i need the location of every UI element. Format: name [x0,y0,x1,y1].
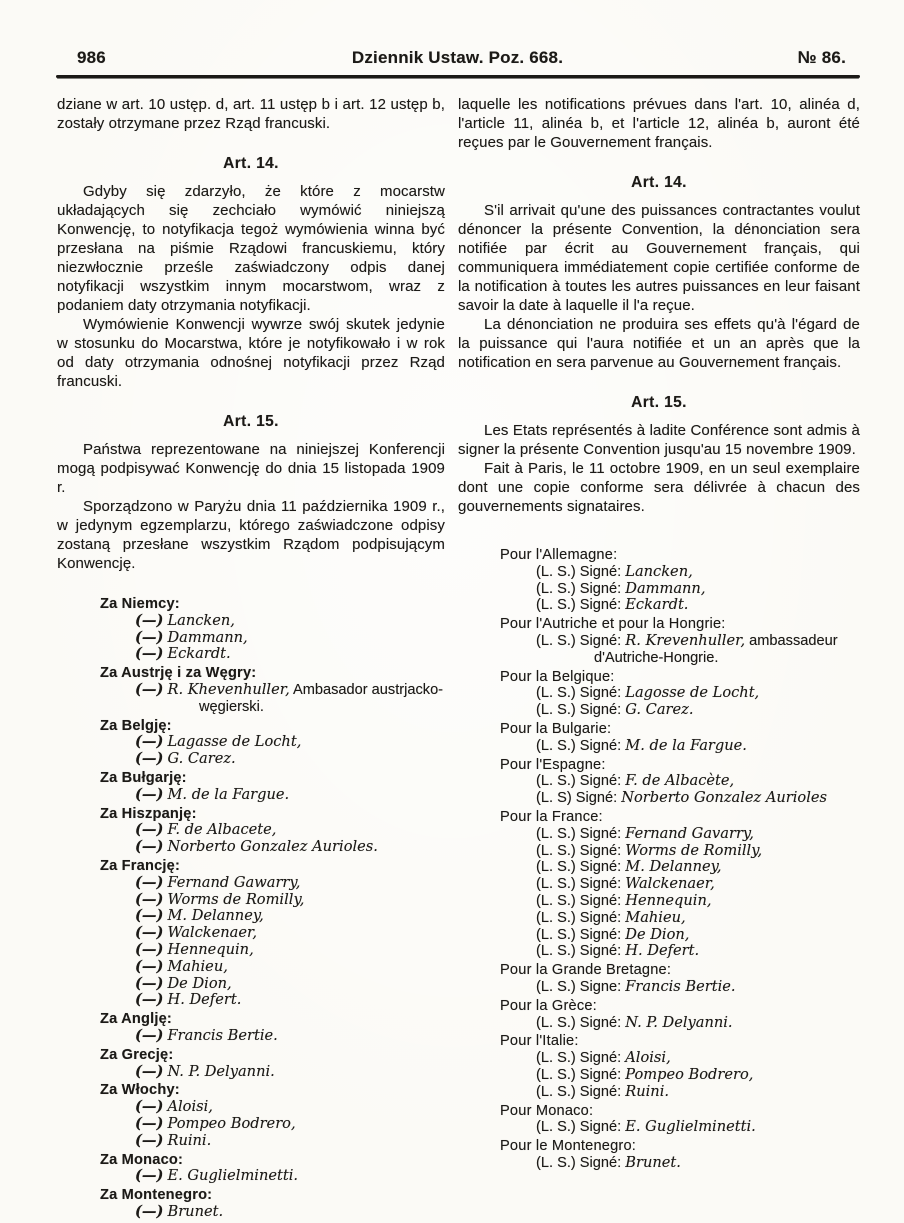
signer-name: H. Defert. [167,991,242,1009]
signature-country: Za Hiszpanję: [100,805,197,822]
signature-group [458,757,860,807]
signature-entry [57,1064,445,1081]
signature-entry [458,564,860,581]
signature-group [458,1138,860,1172]
signer-name: Francis Bertie. [625,977,736,995]
signed-label: Signe: [579,978,622,995]
signer-name: Lagasse de Locht, [167,733,302,751]
signature-dash-mark: (—) [135,785,164,803]
seal-mark: (L. S.) [536,1154,576,1171]
signed-label: Signé: [579,1154,622,1171]
article-14-paragraph-1: S'il arrivait qu'une des puissances contractantes voulut dénoncer la présente Convention, la dénonciation sera notifiée par écrit au Gouvernement français, qui communiquera immédiatement copie certifiée conforme de la notification à toutes les autres puissances en leur faisant savoir la date à laquelle il l'a reçue. [458,202,860,314]
signature-entry [57,630,445,647]
signature-dash-mark: (—) [135,1114,164,1132]
signature-entry [57,751,445,768]
signature-country: Pour la Belgique: [500,668,615,685]
seal-mark: (L. S.) [536,1050,576,1067]
signature-entry [458,685,860,702]
signer-name: Walckenaer, [167,924,257,942]
signature-dash-mark: (—) [135,890,164,908]
seal-mark: (L. S.) [536,909,576,926]
seal-mark: (L. S.) [536,859,576,876]
article-14-paragraph-2: La dénonciation ne produira ses effets qu'à l'égard de la puissance qui l'aura notifiée et un an après que la notification en sera parvenue au Gouvernement français. [458,316,860,371]
signer-name: G. Carez. [625,701,694,719]
signer-name: Eckardt. [625,596,689,614]
signature-dash-mark: (—) [135,645,164,663]
signer-name: Lancken, [625,562,693,580]
signature-dash-mark: (—) [135,821,164,839]
signer-name: De Dion, [167,974,232,992]
seal-mark: (L. S.) [536,943,576,960]
paragraph-continuation: laquelle les notifications prévues dans l'art. 10, alinéa d, l'article 11, alinéa b, et l'article 12, alinéa b, auront été reçues par le Gouvernement français. [458,96,860,151]
signature-country: Pour l'Autriche et pour la Hongrie: [500,616,726,633]
signature-entry [458,1119,860,1136]
signer-name: Dammann, [167,628,248,646]
signature-entry [458,859,860,876]
signature-entry [458,597,860,614]
signed-label: Signé: [579,1050,622,1067]
seal-mark: (L. S.) [536,632,576,649]
signature-group [458,1033,860,1100]
signature-entry [458,893,860,910]
signature-entry [57,1028,445,1045]
signature-entry [57,1099,445,1116]
signer-name: Norberto Gonzalez Aurioles. [167,838,378,856]
signature-dash-mark: (—) [135,907,164,925]
signer-name: Lancken, [167,611,235,629]
signature-entry [458,910,860,927]
signer-name: Aloisi, [167,1098,213,1116]
signer-name: Hennequin, [625,891,712,909]
seal-mark: (L. S.) [536,926,576,943]
seal-mark: (L. S.) [536,597,576,614]
signer-name: F. de Albacète, [625,772,735,790]
signer-name: M. de la Fargue. [167,785,290,803]
signer-name: E. Guglielminetti. [625,1118,756,1136]
signature-entry [458,1084,860,1101]
signer-name: M. Delanney, [167,907,264,925]
signature-entry [57,787,445,804]
article-15-paragraph-2: Fait à Paris, le 11 octobre 1909, en un seul exemplaire dont une copie conforme sera délivrée à chacun des gouvernements signataires. [458,460,860,515]
signature-country: Za Anglję: [100,1011,172,1028]
signed-label: Signé: [579,876,622,893]
paragraph-continuation: dziane w art. 10 ustęp. d, art. 11 ustęp b i art. 12 ustęp b, zostały otrzymane przez Rząd francuski. [57,96,445,132]
signature-dash-mark: (—) [135,924,164,942]
signature-group [458,547,860,614]
signed-label: Signé: [579,1119,622,1136]
seal-mark: (L. S.) [536,1083,576,1100]
signer-name: Worms de Romilly, [167,890,305,908]
article-15-paragraph-1: Les Etats représentés à ladite Conférence sont admis à signer la présente Convention jusqu'au 15 novembre 1909. [458,422,860,458]
signature-group [458,809,860,960]
french-column [458,95,860,1223]
signer-name: M. de la Fargue. [625,736,747,754]
signer-name: Worms de Romilly, [625,841,763,859]
signature-group [458,998,860,1032]
signature-entry [57,1116,445,1133]
signed-label: Signé: [579,563,622,580]
signature-entry [458,876,860,893]
signature-country: Za Włochy: [100,1082,180,1099]
signed-label: Signé: [579,859,622,876]
signature-dash-mark: (—) [135,957,164,975]
article-15-paragraph-1: Państwa reprezentowane na niniejszej Konferencji mogą podpisywać Konwencję do dnia 15 listopada 1909 r. [57,441,445,496]
seal-mark: (L. S.) [536,1119,576,1136]
page-header [0,48,904,68]
signature-dash-mark: (—) [135,733,164,751]
article-14-heading: Art. 14. [223,155,279,172]
signed-label: Signé: [579,773,622,790]
signature-entry [57,1204,445,1221]
signature-entry [458,633,860,667]
signature-country: Za Bułgarję: [100,769,187,786]
signature-entry [57,875,445,892]
seal-mark: (L. S.) [536,1066,576,1083]
signed-label: Signé: [579,1083,622,1100]
signature-dash-mark: (—) [135,680,164,698]
signed-label: Signé: [579,943,622,960]
signature-entry [458,738,860,755]
signature-dash-mark: (—) [135,1131,164,1149]
signature-group [458,1103,860,1137]
signature-country: Pour Monaco: [500,1102,594,1119]
signature-country: Za Austrję i za Węgry: [100,665,257,682]
signer-name: M. Delanney, [625,858,722,876]
signature-entry [57,942,445,959]
signature-dash-mark: (—) [135,838,164,856]
signature-entry [57,976,445,993]
signature-entry [57,822,445,839]
signer-name: Mahieu, [625,908,686,926]
two-column-body [0,78,904,1223]
article-14-paragraph-1: Gdyby się zdarzyło, że które z mocarstw układających się zechciało wymówić niniejszą Konwencję, to notyfikacja tegoż wymówienia winna być przesłana na piśmie Rządowi francuskiemu, który niezwłocznie prześle zaświadczony odpis danej notyfikacji wszystkim innym mocarstwom, wraz z podaniem daty otrzymania notyfikacji. [57,183,445,314]
signature-dash-mark: (—) [135,1062,164,1080]
signature-dash-mark: (—) [135,974,164,992]
signature-entry [458,979,860,996]
signature-entry [57,646,445,663]
article-14-paragraph-2: Wymówienie Konwencji wywrze swój skutek jedynie w stosunku do Mocarstwa, które je notyfikowało i w rok od daty otrzymania odnośnej notyfikacji przez Rząd francuski. [57,316,445,390]
signed-label: Signé: [575,790,618,807]
signer-name: G. Carez. [167,750,236,768]
signed-label: Signé: [579,1066,622,1083]
signature-entry [458,843,860,860]
signature-entry [458,826,860,843]
signer-name: E. Guglielminetti. [167,1167,299,1185]
signed-label: Signé: [579,685,622,702]
article-15-heading: Art. 15. [223,413,279,430]
signature-entry [458,790,860,807]
seal-mark: (L. S.) [536,892,576,909]
signature-dash-mark: (—) [135,1167,164,1185]
signature-group [57,770,445,804]
signer-name: N. P. Delyanni. [167,1062,275,1080]
seal-mark: (L. S) [536,790,572,807]
signature-country: Za Niemcy: [100,596,180,612]
signature-group [57,1011,445,1045]
signer-name: Hennequin, [167,940,254,958]
signed-label: Signé: [579,580,622,597]
page-number: 986 [77,48,106,67]
signer-name: H. Defert. [625,942,700,960]
signature-country: Pour l'Espagne: [500,756,606,773]
signer-name: Dammann, [625,579,706,597]
signer-name: Pompeo Bodrero, [167,1114,296,1132]
signature-entry [458,1067,860,1084]
signer-name: Ruini. [167,1131,212,1149]
signature-country: Za Francję: [100,857,181,874]
signature-country: Pour l'Allemagne: [500,547,618,563]
signed-label: Signé: [579,892,622,909]
signature-dash-mark: (—) [135,991,164,1009]
signed-label: Signé: [579,1014,622,1031]
signature-entry [458,702,860,719]
signature-entry [458,1155,860,1172]
seal-mark: (L. S.) [536,842,576,859]
signature-entry [57,734,445,751]
signature-group [57,1152,445,1186]
seal-mark: (L. S.) [536,563,576,580]
seal-mark: (L. S.) [536,737,576,754]
signature-entry [57,925,445,942]
signer-name: Mahieu, [167,957,228,975]
signature-group [57,665,445,715]
signer-name: Aloisi, [625,1049,671,1067]
signer-name: Brunet. [167,1202,224,1220]
signature-group [458,962,860,996]
signature-entry [458,581,860,598]
signed-label: Signé: [579,842,622,859]
signature-list-polish [57,596,445,1221]
signature-country: Za Belgję: [100,717,172,734]
signature-group [57,718,445,768]
signature-entry [57,1133,445,1150]
signer-suffix: ambassadeur d'Autriche-Hongrie. [594,632,838,666]
signer-name: Eckardt. [167,645,231,663]
signature-country: Pour la Grèce: [500,997,597,1014]
signature-country: Za Monaco: [100,1151,184,1168]
signature-dash-mark: (—) [135,750,164,768]
signature-group [57,806,445,856]
signed-label: Signé: [579,702,622,719]
signed-label: Signé: [579,825,622,842]
signature-list-french [458,547,860,1172]
signer-name: Fernand Gavarry, [625,824,754,842]
seal-mark: (L. S.) [536,825,576,842]
signer-name: N. P. Delyanni. [625,1013,733,1031]
seal-mark: (L. S.) [536,876,576,893]
signature-country: Pour l'Italie: [500,1033,579,1050]
signature-dash-mark: (—) [135,1098,164,1116]
signed-label: Signé: [579,926,622,943]
gazette-title: Dziennik Ustaw. Poz. 668. [351,48,564,67]
signature-entry [57,1168,445,1185]
signature-entry [458,1015,860,1032]
signature-entry [57,839,445,856]
signed-label: Signé: [579,632,622,649]
signature-group [57,1047,445,1081]
signed-label: Signé: [579,909,622,926]
signature-dash-mark: (—) [135,1202,164,1220]
signature-country: Za Montenegro: [100,1187,213,1204]
signer-name: De Dion, [625,925,690,943]
signer-name: Lagosse de Locht, [625,684,760,702]
signature-entry [458,1050,860,1067]
seal-mark: (L. S.) [536,685,576,702]
signature-country: Za Grecję: [100,1046,174,1063]
signature-entry [57,908,445,925]
signed-label: Signé: [579,737,622,754]
issue-number: № 86. [797,48,846,67]
signature-group [458,616,860,666]
signature-dash-mark: (—) [135,940,164,958]
signature-entry [458,927,860,944]
signature-group [458,669,860,719]
signer-suffix: Ambasador austrjacko-węgierski. [199,681,444,715]
signer-name: Brunet. [625,1153,681,1171]
signature-country: Pour la Grande Bretagne: [500,962,672,979]
signature-group [57,596,445,663]
seal-mark: (L. S.) [536,978,576,995]
signature-country: Pour la Bulgarie: [500,720,612,737]
signer-name: Norberto Gonzalez Aurioles [621,789,828,807]
seal-mark: (L. S.) [536,1014,576,1031]
signature-dash-mark: (—) [135,1026,164,1044]
signature-entry [57,959,445,976]
signer-name: Francis Bertie. [167,1026,278,1044]
signature-country: Pour la France: [500,808,603,825]
signature-group [57,1187,445,1221]
seal-mark: (L. S.) [536,702,576,719]
signature-entry [458,773,860,790]
signer-name: R. Krevenhuller, [625,631,746,649]
signature-entry [458,943,860,960]
signature-dash-mark: (—) [135,628,164,646]
article-15-heading: Art. 15. [631,394,687,411]
signature-country: Pour le Montenegro: [500,1138,637,1155]
signer-name: R. Khevenhuller, [167,680,290,698]
signature-dash-mark: (—) [135,873,164,891]
article-14-heading: Art. 14. [631,174,687,191]
signature-entry [57,682,445,716]
signed-label: Signé: [579,597,622,614]
signature-dash-mark: (—) [135,611,164,629]
seal-mark: (L. S.) [536,580,576,597]
article-15-paragraph-2: Sporządzono w Paryżu dnia 11 października 1909 r., w jedynym egzemplarzu, którego zaświadczone odpisy zostaną przesłane wszystkim Rządom podpisującym Konwencję. [57,498,445,572]
signature-group [57,1082,445,1149]
signer-name: Fernand Gawarry, [167,873,301,891]
signature-group [458,721,860,755]
signer-name: Walckenaer, [625,875,715,893]
signer-name: F. de Albacete, [167,821,277,839]
seal-mark: (L. S.) [536,773,576,790]
signature-entry [57,892,445,909]
polish-column [57,95,445,1223]
signer-name: Ruini. [625,1082,670,1100]
signature-group [57,858,445,1009]
signer-name: Pompeo Bodrero, [625,1065,754,1083]
signature-entry [57,992,445,1009]
signature-entry [57,613,445,630]
